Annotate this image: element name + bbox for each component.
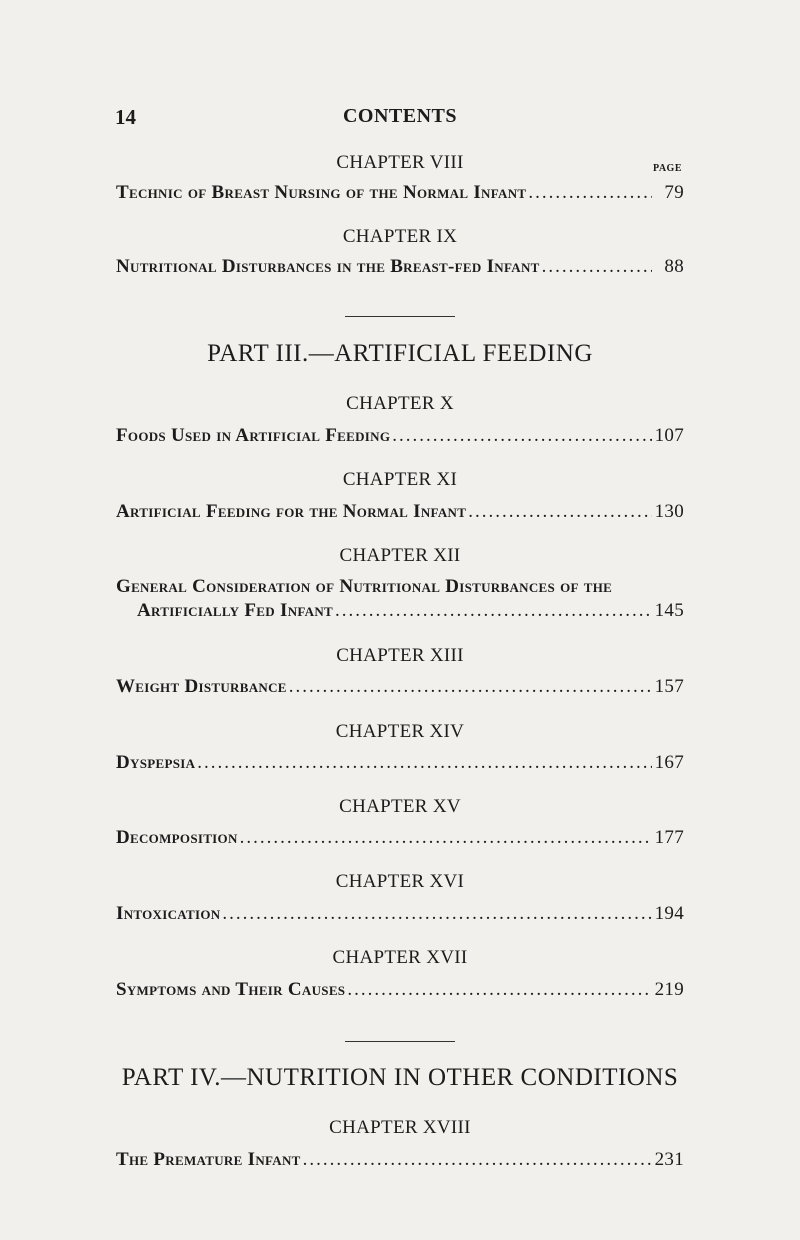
toc-entry-line1[interactable] — [116, 576, 684, 598]
leader-dots — [528, 182, 652, 204]
entry-page: 194 — [654, 903, 684, 924]
entry-title: Weight Disturbance — [116, 676, 287, 697]
toc-entry[interactable] — [116, 827, 684, 849]
toc-entry[interactable] — [137, 600, 684, 622]
page-column-label: PAGE — [652, 163, 682, 174]
entry-page: 167 — [654, 752, 684, 773]
leader-dots — [303, 1149, 652, 1171]
toc-entry[interactable] — [116, 425, 684, 447]
chapter-heading: CHAPTER XI — [342, 469, 458, 490]
chapter-heading: CHAPTER X — [346, 393, 454, 414]
chapter-heading: CHAPTER XVII — [332, 947, 468, 968]
part-title: PART III.—ARTIFICIAL FEEDING — [207, 340, 593, 367]
leader-dots — [392, 425, 652, 447]
entry-page: 145 — [654, 600, 684, 621]
leader-dots — [222, 903, 652, 925]
contents-title: CONTENTS — [342, 105, 458, 127]
section-divider — [345, 316, 455, 317]
toc-entry[interactable] — [116, 979, 684, 1001]
chapter-heading: CHAPTER XVIII — [329, 1117, 471, 1138]
entry-page: 88 — [664, 256, 684, 277]
toc-entry[interactable] — [116, 501, 684, 523]
leader-dots — [240, 827, 652, 849]
chapter-heading: CHAPTER IX — [342, 226, 458, 247]
chapter-heading: CHAPTER XIV — [335, 721, 465, 742]
entry-title: Symptoms and Their Causes — [116, 979, 346, 1000]
entry-title: The Premature Infant — [116, 1149, 301, 1170]
leader-dots — [468, 501, 652, 523]
entry-title: General Consideration of Nutritional Disturbances of the — [116, 576, 613, 597]
toc-entry[interactable] — [116, 903, 684, 925]
toc-entry[interactable] — [116, 752, 684, 774]
leader-dots — [335, 600, 652, 622]
entry-page: 79 — [664, 182, 684, 203]
leader-dots — [197, 752, 652, 774]
leader-dots — [347, 979, 652, 1001]
entry-title: Foods Used in Artificial Feeding — [116, 425, 391, 446]
toc-entry[interactable] — [116, 182, 684, 204]
section-divider — [345, 1041, 455, 1042]
entry-title: Decomposition — [116, 827, 238, 848]
page-number: 14 — [115, 105, 136, 129]
entry-title: Intoxication — [116, 903, 221, 924]
leader-dots — [542, 256, 652, 278]
entry-page: 130 — [654, 501, 684, 522]
entry-title: Technic of Breast Nursing of the Normal Infant — [116, 182, 527, 203]
chapter-heading: CHAPTER XIII — [336, 645, 464, 666]
chapter-heading: CHAPTER XII — [339, 545, 461, 566]
entry-page: 231 — [654, 1149, 684, 1170]
entry-page: 177 — [654, 827, 684, 848]
entry-page: 157 — [654, 676, 684, 697]
toc-entry[interactable] — [116, 676, 684, 698]
chapter-heading: CHAPTER XVI — [335, 871, 465, 892]
running-head — [0, 105, 800, 135]
entry-title-continued: Artificially Fed Infant — [137, 600, 334, 621]
entry-page: 219 — [654, 979, 684, 1000]
entry-page: 107 — [654, 425, 684, 446]
leader-dots — [289, 676, 652, 698]
entry-title: Nutritional Disturbances in the Breast-fed Infant — [116, 256, 540, 277]
toc-entry[interactable] — [116, 1149, 684, 1171]
toc-entry[interactable] — [116, 256, 684, 278]
entry-title: Artificial Feeding for the Normal Infant — [116, 501, 467, 522]
entry-title: Dyspepsia — [116, 752, 196, 773]
part-title: PART IV.—NUTRITION IN OTHER CONDITIONS — [121, 1064, 679, 1091]
chapter-heading: CHAPTER VIII — [336, 152, 464, 173]
chapter-heading: CHAPTER XV — [339, 796, 461, 817]
